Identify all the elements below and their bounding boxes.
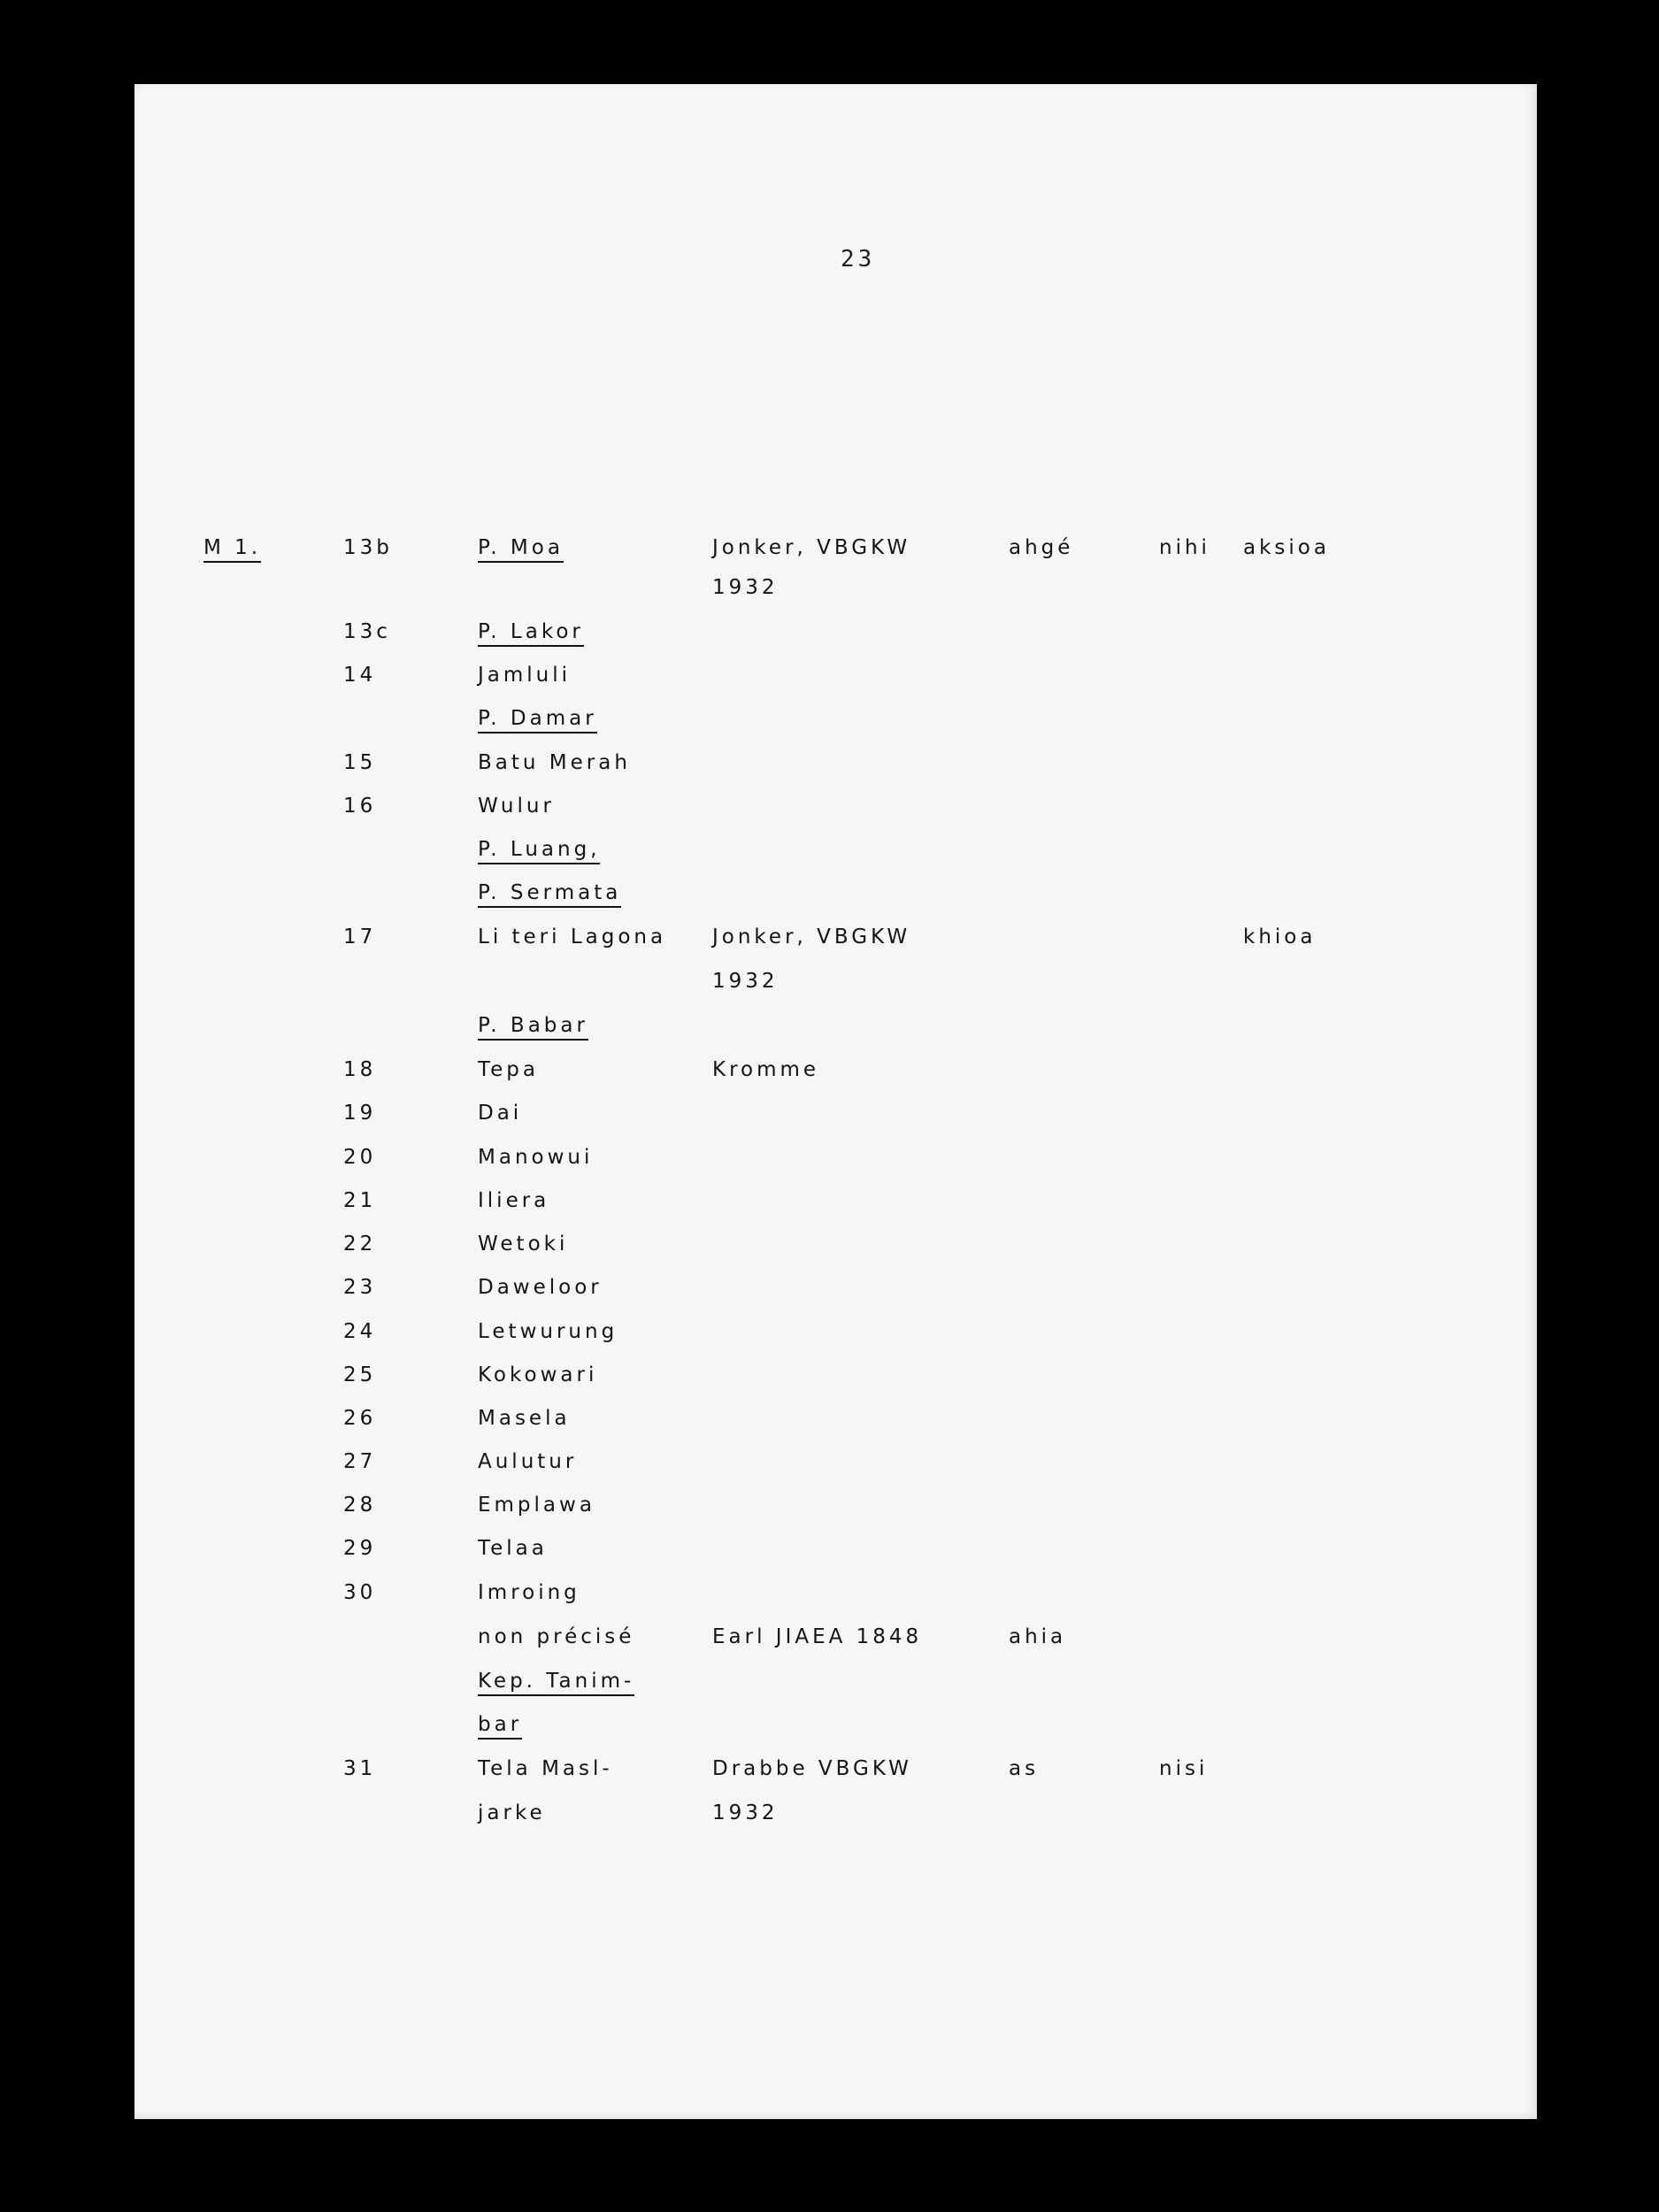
section-label: M 1. [204,535,261,563]
entry-number: 23 [343,1276,377,1299]
locality-name: Wulur [478,795,555,818]
word-col-2: nisi [1159,1757,1209,1780]
entry-number: 14 [343,664,377,687]
locality-name: P. Sermata [478,880,621,908]
entry-number: 16 [343,795,377,818]
entry-number: 28 [343,1494,377,1517]
word-col-1: ahgé [1009,536,1074,559]
locality-name: Aulutur [478,1450,578,1473]
word-col-3: aksioa [1243,536,1330,559]
entry-number: 27 [343,1450,377,1473]
locality-name: P. Luang, [478,837,600,864]
word-col-1: as [1009,1757,1040,1780]
locality-name: Jamluli [478,664,572,687]
word-col-2: nihi [1159,536,1210,559]
source-reference: 1932 [712,970,779,993]
entry-number: 26 [343,1407,377,1430]
source-reference: Jonker, VBGKW [712,926,911,949]
entry-number: 20 [343,1146,377,1169]
entry-number: 21 [343,1189,377,1212]
entry-number: 19 [343,1102,377,1125]
locality-name: P. Babar [478,1013,588,1041]
locality-name: P. Moa [478,535,564,563]
locality-name: P. Damar [478,706,597,733]
locality-name: Masela [478,1407,571,1430]
locality-name: Kep. Tanim- [478,1669,634,1696]
entry-number: 13c [343,620,391,643]
locality-name: Manowui [478,1146,594,1169]
locality-name: Li teri Lagona [478,926,667,949]
source-reference: 1932 [712,1801,779,1824]
locality-name: Batu Merah [478,751,631,774]
entry-number: 31 [343,1757,377,1780]
locality-name: jarke [478,1801,546,1824]
locality-name: Daweloor [478,1276,603,1299]
locality-name: Telaa [478,1537,548,1560]
locality-name: bar [478,1712,522,1740]
locality-name: Kokowari [478,1363,598,1386]
locality-name: non précisé [478,1625,635,1648]
locality-name: Dai [478,1102,523,1125]
entry-number: 17 [343,926,377,949]
locality-name: Imroing [478,1581,580,1604]
entry-number: 24 [343,1320,377,1343]
locality-name: P. Lakor [478,619,584,647]
entry-number: 13b [343,536,393,559]
source-reference: Jonker, VBGKW [712,536,911,559]
entry-number: 25 [343,1363,377,1386]
entry-number: 15 [343,751,377,774]
source-reference: Kromme [712,1058,820,1081]
locality-name: Tela Masl- [478,1757,613,1780]
word-col-1: ahia [1009,1625,1067,1648]
entry-number: 18 [343,1058,377,1081]
source-reference: Earl JIAEA 1848 [712,1625,923,1648]
locality-name: Wetoki [478,1233,569,1256]
source-reference: Drabbe VBGKW [712,1757,912,1780]
entry-number: 22 [343,1233,377,1256]
locality-name: Letwurung [478,1320,618,1343]
page-number: 23 [841,246,876,273]
word-col-3: khioa [1243,926,1317,949]
entry-number: 30 [343,1581,377,1604]
locality-name: Iliera [478,1189,550,1212]
source-reference: 1932 [712,576,779,599]
locality-name: Tepa [478,1058,539,1081]
entry-number: 29 [343,1537,377,1560]
locality-name: Emplawa [478,1494,595,1517]
